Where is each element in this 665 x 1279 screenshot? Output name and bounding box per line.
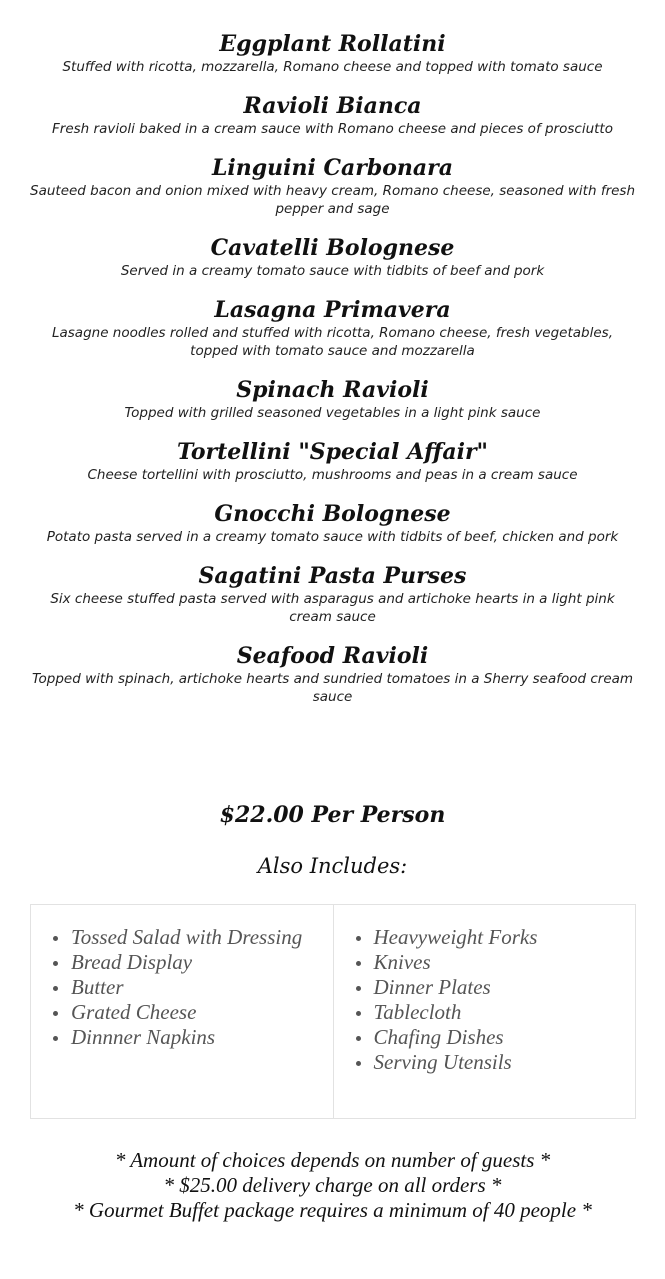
menu-item-name: Gnocchi Bolognese — [214, 501, 451, 527]
list-item: Tablecloth — [354, 1000, 626, 1025]
list-item: Chafing Dishes — [354, 1025, 626, 1050]
includes-column-left — [31, 905, 333, 1118]
list-item: Heavyweight Forks — [354, 925, 626, 950]
menu-item-description: Potato pasta served in a creamy tomato sauce with tidbits of beef, chicken and pork — [46, 529, 619, 545]
footnotes — [30, 1148, 635, 1223]
menu-item-description: Stuffed with ricotta, mozzarella, Romano cheese and topped with tomato sauce — [62, 59, 603, 75]
menu-item-description: Six cheese stuffed pasta served with asparagus and artichoke hearts in a light pink cream sauce — [50, 591, 615, 625]
list-item: Knives — [354, 950, 626, 975]
menu-item-description: Topped with spinach, artichoke hearts and sundried tomatoes in a Sherry seafood cream sauce — [31, 671, 634, 705]
menu-item — [30, 438, 635, 484]
menu-item — [30, 154, 635, 218]
menu-item-name: Ravioli Bianca — [243, 93, 422, 119]
menu-item — [30, 500, 635, 546]
includes-list-left — [51, 925, 323, 1050]
menu-item-name: Seafood Ravioli — [236, 643, 429, 669]
menu-item-name: Eggplant Rollatini — [219, 31, 446, 57]
menu-item — [30, 296, 635, 360]
menu-item-name: Linguini Carbonara — [211, 155, 454, 181]
menu-item-description: Cheese tortellini with prosciutto, mushrooms and peas in a cream sauce — [87, 467, 578, 483]
also-includes-heading: Also Includes: — [257, 854, 408, 878]
list-item: Grated Cheese — [51, 1000, 323, 1025]
menu-item-name: Sagatini Pasta Purses — [198, 563, 467, 589]
menu-item-description: Topped with grilled seasoned vegetables in a light pink sauce — [124, 405, 541, 421]
menu-item — [30, 92, 635, 138]
list-item: Bread Display — [51, 950, 323, 975]
menu-item-description: Served in a creamy tomato sauce with tidbits of beef and pork — [120, 263, 545, 279]
menu-item-description: Fresh ravioli baked in a cream sauce with Romano cheese and pieces of prosciutto — [52, 121, 613, 137]
list-item: Dinner Plates — [354, 975, 626, 1000]
list-item: Serving Utensils — [354, 1050, 626, 1075]
footnote: * $25.00 delivery charge on all orders * — [163, 1173, 502, 1197]
includes-column-right — [333, 905, 636, 1118]
menu-item-name: Cavatelli Bolognese — [210, 235, 455, 261]
menu-list — [30, 30, 635, 722]
menu-item — [30, 30, 635, 76]
menu-item-name: Spinach Ravioli — [236, 377, 429, 403]
includes-table — [30, 904, 636, 1119]
menu-item-description: Sauteed bacon and onion mixed with heavy cream, Romano cheese, seasoned with fresh pepper and sage — [30, 183, 636, 217]
menu-item — [30, 642, 635, 706]
includes-list-right — [354, 925, 626, 1075]
menu-item-description: Lasagne noodles rolled and stuffed with ricotta, Romano cheese, fresh vegetables, topped with tomato sauce and mozzarella — [51, 325, 614, 359]
footnote: * Amount of choices depends on number of guests * — [114, 1148, 551, 1172]
menu-item-name: Tortellini "Special Affair" — [176, 439, 489, 465]
list-item: Butter — [51, 975, 323, 1000]
menu-item-name: Lasagna Primavera — [214, 297, 451, 323]
footnote: * Gourmet Buffet package requires a minimum of 40 people * — [73, 1198, 592, 1222]
price-per-person: $22.00 Per Person — [219, 802, 446, 828]
menu-item — [30, 376, 635, 422]
list-item: Dinnner Napkins — [51, 1025, 323, 1050]
list-item: Tossed Salad with Dressing — [51, 925, 323, 950]
menu-item — [30, 562, 635, 626]
menu-item — [30, 234, 635, 280]
